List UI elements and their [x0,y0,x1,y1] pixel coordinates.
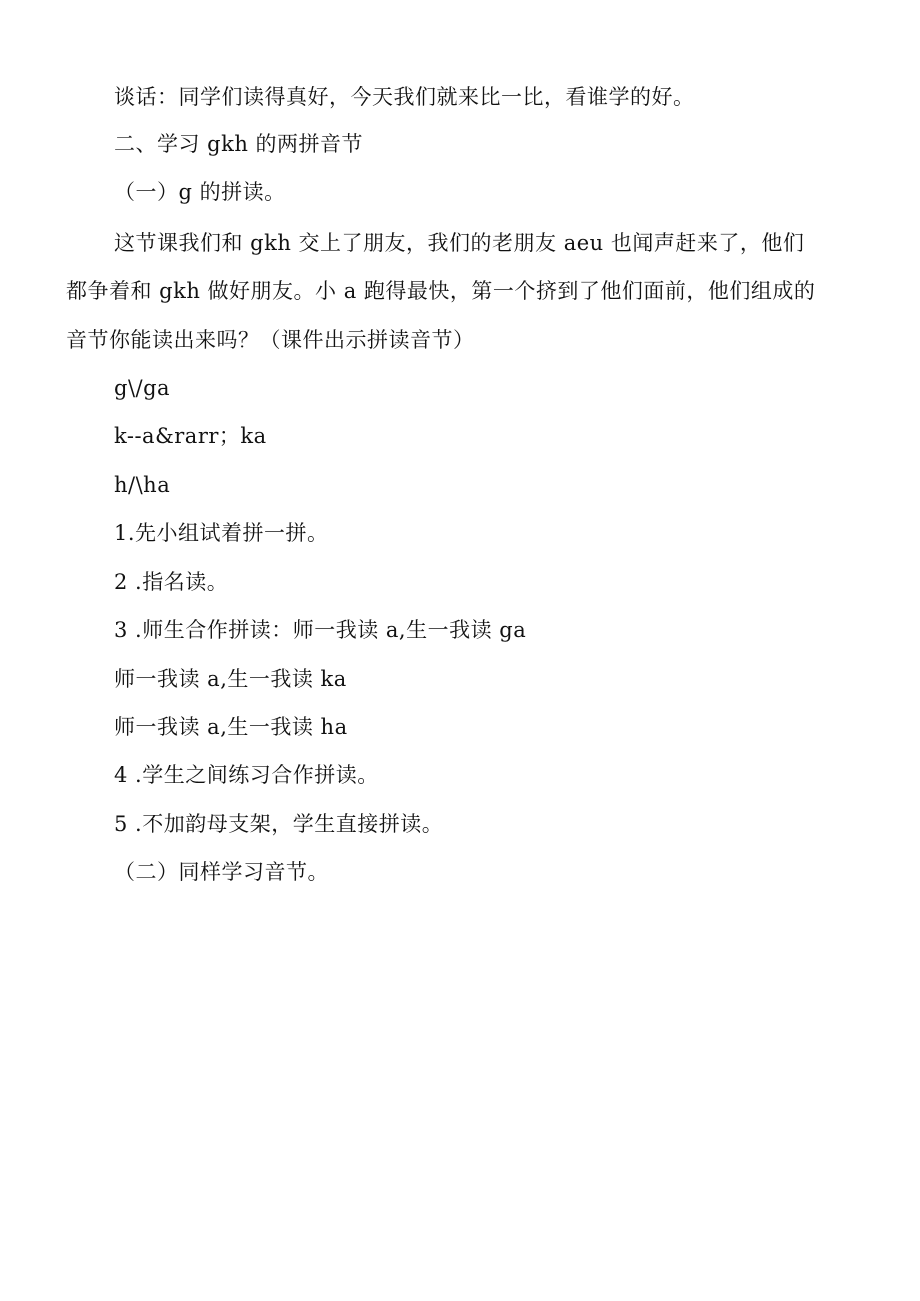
subsection-heading-1: （一）g 的拼读。 [114,180,286,204]
paragraph-intro-line-2: 都争着和 gkh 做好朋友。小 a 跑得最快，第一个挤到了他们面前，他们组成的 [66,279,816,303]
step-5: 5 .不加韵母支架，学生直接拼读。 [114,812,444,836]
step-1: 1.先小组试着拼一拼。 [114,521,329,545]
step-3-ka: 师一我读 a,生一我读 ka [114,667,347,691]
subsection-heading-2: （二）同样学习音节。 [114,860,329,884]
step-4: 4 .学生之间练习合作拼读。 [114,763,379,787]
step-3-ha: 师一我读 a,生一我读 ha [114,715,348,739]
syllable-ka: k--a&rarr；ka [114,424,267,448]
step-3: 3 .师生合作拼读：师一我读 a,生一我读 ga [114,618,527,642]
step-2: 2 .指名读。 [114,570,229,594]
section-heading-2: 二、学习 gkh 的两拼音节 [114,132,364,156]
paragraph-dialogue: 谈话：同学们读得真好，今天我们就来比一比，看谁学的好。 [114,85,695,109]
syllable-ga: g\/ga [114,376,171,400]
syllable-ha: h/\ha [114,473,171,497]
paragraph-intro-line-1: 这节课我们和 gkh 交上了朋友，我们的老朋友 aeu 也闻声赶来了，他们 [114,231,805,255]
paragraph-intro-line-3: 音节你能读出来吗？（课件出示拼读音节） [66,328,475,352]
